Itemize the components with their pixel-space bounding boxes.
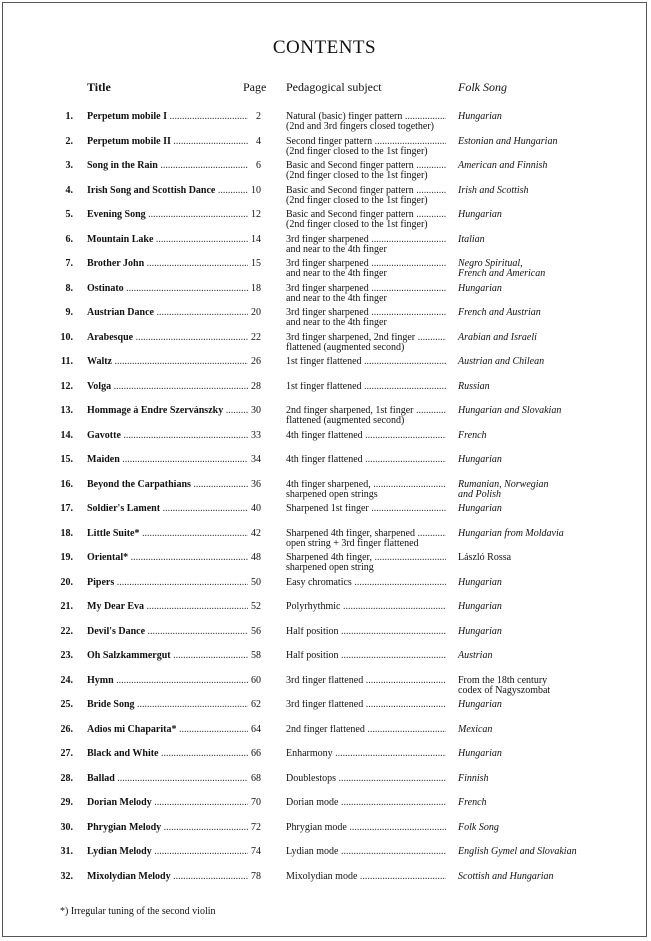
entry-subject-line-2: (2nd finger closed to the 1st finger)	[286, 170, 428, 181]
entry-title: Volga .....	[87, 382, 248, 392]
entry-page: 6	[256, 160, 261, 171]
entry-subject-line-1: 3rd finger sharpened .....	[286, 259, 446, 269]
page-title: CONTENTS	[272, 37, 377, 58]
entry-title: Brother John .....	[87, 259, 248, 269]
entry-page: 52	[251, 601, 261, 612]
entry-title: Arabesque .....	[87, 333, 248, 343]
entry-subject	[286, 210, 449, 230]
contents-row	[3, 847, 646, 872]
entry-subject-line-1: 2nd finger sharpened, 1st finger .....	[286, 406, 446, 416]
entry-subject-line-1: Sharpened 4th finger, sharpened .....	[286, 529, 446, 539]
entry-subject-line-1: Doublestops .....	[286, 774, 446, 784]
entry-folk-song	[458, 651, 608, 661]
contents-row	[3, 676, 646, 701]
entry-number: 19.	[60, 552, 73, 563]
entry-title: Adios mi Chaparita* .....	[87, 725, 248, 735]
entry-subject	[286, 553, 449, 573]
entry-title: Evening Song .....	[87, 210, 248, 220]
entry-subject	[286, 798, 449, 808]
contents-row	[3, 651, 646, 676]
entry-subject	[286, 627, 449, 637]
entry-number: 14.	[60, 429, 73, 441]
entry-title: Lydian Melody .....	[87, 847, 248, 857]
entry-folk-line-1: Hungarian	[458, 503, 502, 514]
entry-folk-line-2: codex of Nagyszombat	[458, 684, 551, 696]
entry-folk-song	[458, 137, 608, 147]
entry-subject-line-1: Mixolydian mode .....	[286, 872, 446, 882]
entry-subject-line-2: and near to the 4th finger	[286, 292, 387, 304]
contents-row	[3, 235, 646, 260]
entry-subject-line-2: flattened (augmented second)	[286, 341, 405, 353]
entry-subject-line-1: 3rd finger sharpened, 2nd finger .....	[286, 333, 446, 343]
entry-title: Ballad .....	[87, 774, 248, 784]
entry-number: 16.	[60, 478, 73, 490]
entry-folk-line-1: American and Finnish	[458, 160, 548, 171]
entry-page: 60	[251, 674, 261, 686]
entry-title: Soldier's Lament .....	[87, 504, 248, 514]
entry-folk-song	[458, 504, 608, 514]
entry-subject-line-1: Sharpened 4th finger, .....	[286, 553, 446, 563]
entry-number: 18.	[60, 527, 73, 539]
entry-title: Perpetum mobile II .....	[87, 137, 248, 147]
entry-page: 26	[251, 356, 261, 367]
entry-page: 50	[251, 576, 261, 588]
entry-number: 7.	[65, 258, 73, 269]
entry-page: 40	[251, 503, 261, 514]
entry-page: 34	[251, 454, 261, 465]
entry-subject-line-1: 3rd finger sharpened .....	[286, 284, 446, 294]
contents-row	[3, 284, 646, 309]
entry-title: Devil's Dance .....	[87, 627, 248, 637]
contents-row	[3, 137, 646, 162]
entry-number: 1.	[65, 111, 73, 122]
entry-subject-line-1: Basic and Second finger pattern .....	[286, 186, 446, 196]
entry-subject-line-1: Sharpened 1st finger .....	[286, 504, 446, 514]
entry-page: 68	[251, 772, 261, 784]
entry-subject	[286, 431, 449, 441]
entry-subject-line-2: (2nd finger closed to the 1st finger)	[286, 145, 428, 157]
contents-row	[3, 112, 646, 137]
entry-folk-song	[458, 578, 608, 588]
entry-number: 13.	[60, 405, 73, 416]
contents-row	[3, 749, 646, 774]
entry-subject	[286, 112, 449, 132]
entry-page: 70	[251, 797, 261, 808]
entry-number: 28.	[60, 772, 73, 784]
entry-subject-line-1: 4th finger flattened .....	[286, 431, 446, 441]
entry-folk-song	[458, 553, 608, 563]
entry-folk-line-1: Rumanian, Norwegian	[458, 478, 549, 490]
entry-number: 21.	[60, 601, 73, 612]
entry-page: 10	[251, 184, 261, 196]
entry-number: 29.	[60, 797, 73, 808]
entry-subject-line-2: and near to the 4th finger	[286, 268, 387, 279]
entry-page: 4	[256, 135, 261, 147]
entry-number: 12.	[60, 380, 73, 392]
entry-folk-song	[458, 700, 608, 710]
entry-subject-line-2: flattened (augmented second)	[286, 415, 405, 426]
contents-row	[3, 504, 646, 529]
entry-folk-song	[458, 872, 608, 882]
entry-page: 15	[251, 258, 261, 269]
entry-number: 25.	[60, 699, 73, 710]
entry-subject	[286, 259, 449, 279]
entry-subject	[286, 480, 449, 500]
entry-folk-line-1: French and Austrian	[458, 307, 541, 318]
entry-subject	[286, 578, 449, 588]
entry-folk-line-1: Hungarian	[458, 748, 502, 759]
entry-folk-song	[458, 749, 608, 759]
entry-page: 74	[251, 846, 261, 857]
entry-number: 9.	[65, 307, 73, 318]
entry-number: 4.	[65, 184, 73, 196]
entry-subject-line-1: Basic and Second finger pattern .....	[286, 210, 446, 220]
entry-subject	[286, 308, 449, 328]
entry-folk-song	[458, 210, 608, 220]
contents-row	[3, 186, 646, 211]
entry-folk-line-1: Hungarian	[458, 209, 502, 220]
entry-subject	[286, 333, 449, 353]
entry-number: 24.	[60, 674, 73, 686]
entry-title: Dorian Melody .....	[87, 798, 248, 808]
entry-title: Irish Song and Scottish Dance .....	[87, 186, 248, 196]
entry-number: 15.	[60, 454, 73, 465]
entry-number: 31.	[60, 846, 73, 857]
contents-row	[3, 357, 646, 382]
entry-subject	[286, 847, 449, 857]
entry-folk-line-1: Russian	[458, 380, 490, 392]
entry-title: Phrygian Melody .....	[87, 823, 248, 833]
contents-row	[3, 210, 646, 235]
entry-folk-line-1: Hungarian	[458, 625, 502, 637]
entry-title: Waltz .....	[87, 357, 248, 367]
entry-number: 6.	[65, 233, 73, 245]
entry-page: 28	[251, 380, 261, 392]
entry-title: Perpetum mobile I .....	[87, 112, 248, 122]
entry-subject	[286, 406, 449, 426]
entry-number: 30.	[60, 821, 73, 833]
entry-title: Gavotte .....	[87, 431, 248, 441]
entry-folk-line-1: Estonian and Hungarian	[458, 135, 558, 147]
entry-page: 66	[251, 748, 261, 759]
contents-row	[3, 602, 646, 627]
entry-subject	[286, 504, 449, 514]
entry-subject	[286, 872, 449, 882]
entry-number: 11.	[61, 356, 73, 367]
entry-folk-line-1: Austrian	[458, 650, 493, 661]
entry-number: 3.	[65, 160, 73, 171]
entry-number: 27.	[60, 748, 73, 759]
entry-subject	[286, 823, 449, 833]
entry-title: Black and White .....	[87, 749, 248, 759]
contents-row	[3, 406, 646, 431]
entry-subject-line-1: Phrygian mode .....	[286, 823, 446, 833]
entry-folk-line-1: Scottish and Hungarian	[458, 870, 554, 882]
entry-folk-song	[458, 357, 608, 367]
contents-row	[3, 553, 646, 578]
entry-page: 62	[251, 699, 261, 710]
entry-folk-song	[458, 382, 608, 392]
entry-folk-song	[458, 259, 608, 279]
entry-subject-line-1: 3rd finger flattened .....	[286, 676, 446, 686]
entry-number: 26.	[60, 723, 73, 735]
entry-subject	[286, 602, 449, 612]
footnote: *) Irregular tuning of the second violin	[60, 906, 216, 917]
entry-folk-song	[458, 186, 608, 196]
entry-subject	[286, 382, 449, 392]
entry-folk-line-1: Finnish	[458, 772, 489, 784]
entry-subject-line-1: Second finger pattern .....	[286, 137, 446, 147]
entry-folk-line-1: Arabian and Israeli	[458, 331, 537, 343]
entry-folk-line-1: Hungarian and Slovakian	[458, 405, 562, 416]
entry-folk-song	[458, 308, 608, 318]
entry-page: 42	[251, 527, 261, 539]
entry-title: Maiden .....	[87, 455, 248, 465]
contents-row	[3, 480, 646, 505]
entry-folk-song	[458, 112, 608, 122]
entry-folk-song	[458, 235, 608, 245]
contents-row	[3, 700, 646, 725]
contents-row	[3, 627, 646, 652]
entry-folk-song	[458, 480, 608, 500]
contents-row	[3, 161, 646, 186]
entry-page: 36	[251, 478, 261, 490]
entry-subject-line-2: sharpened open strings	[286, 488, 378, 500]
entry-subject-line-1: Half position .....	[286, 627, 446, 637]
contents-row	[3, 823, 646, 848]
entry-number: 20.	[60, 576, 73, 588]
contents-row	[3, 308, 646, 333]
entry-subject-line-1: 4th finger flattened .....	[286, 455, 446, 465]
entry-title: Oh Salzkammergut .....	[87, 651, 248, 661]
entry-folk-line-2: and Polish	[458, 488, 502, 500]
entry-folk-song	[458, 602, 608, 612]
entry-title: Mixolydian Melody .....	[87, 872, 248, 882]
entry-title: Ostinato .....	[87, 284, 248, 294]
entry-folk-song	[458, 798, 608, 808]
entry-number: 8.	[65, 282, 73, 294]
entry-folk-line-1: Hungarian	[458, 601, 502, 612]
entry-subject	[286, 455, 449, 465]
header-title: Title	[87, 80, 111, 94]
contents-row	[3, 872, 646, 897]
entry-subject-line-1: 2nd finger flattened .....	[286, 725, 446, 735]
entry-title: Mountain Lake .....	[87, 235, 248, 245]
entry-page: 78	[251, 870, 261, 882]
header-folk-song: Folk Song	[458, 80, 507, 94]
entry-number: 10.	[60, 331, 73, 343]
entry-folk-song	[458, 676, 608, 696]
entry-page: 14	[251, 233, 261, 245]
entry-folk-line-1: Hungarian	[458, 282, 502, 294]
entry-title: Hymn .....	[87, 676, 248, 686]
entry-title: Oriental* .....	[87, 553, 248, 563]
entry-subject-line-2: (2nd and 3rd fingers closed together)	[286, 121, 435, 132]
entry-folk-line-1: László Rossa	[458, 552, 512, 563]
entry-folk-line-1: English Gymel and Slovakian	[458, 846, 577, 857]
entry-folk-line-1: Hungarian	[458, 576, 502, 588]
entry-title: My Dear Eva .....	[87, 602, 248, 612]
entry-title: Bride Song .....	[87, 700, 248, 710]
entry-number: 17.	[60, 503, 73, 514]
entry-subject	[286, 284, 449, 304]
entry-folk-song	[458, 823, 608, 833]
entry-number: 23.	[60, 650, 73, 661]
entry-folk-song	[458, 627, 608, 637]
header-pedagogical-subject: Pedagogical subject	[286, 80, 382, 94]
entry-subject-line-2: (2nd finger closed to the 1st finger)	[286, 219, 428, 230]
entry-title: Song in the Rain .....	[87, 161, 248, 171]
entry-folk-song	[458, 529, 608, 539]
entry-subject-line-1: Basic and Second finger pattern .....	[286, 161, 446, 171]
entry-folk-line-1: Folk Song	[458, 821, 499, 833]
contents-row	[3, 529, 646, 554]
entry-page: 56	[251, 625, 261, 637]
entry-folk-song	[458, 455, 608, 465]
entry-page: 18	[251, 282, 261, 294]
contents-row	[3, 725, 646, 750]
entry-page: 33	[251, 429, 261, 441]
entry-subject	[286, 529, 449, 549]
entry-folk-line-1: Italian	[458, 233, 485, 245]
entry-number: 22.	[60, 625, 73, 637]
entry-subject	[286, 651, 449, 661]
entry-subject-line-2: (2nd finger closed to the 1st finger)	[286, 194, 428, 206]
entry-folk-line-1: From the 18th century	[458, 674, 548, 686]
entry-subject-line-1: 4th finger sharpened, .....	[286, 480, 446, 490]
entry-folk-line-1: Irish and Scottish	[458, 184, 529, 196]
entry-title: Hommage à Endre Szervánszky .....	[87, 406, 248, 416]
header-page: Page	[243, 80, 267, 94]
contents-row	[3, 431, 646, 456]
entry-subject-line-1: Lydian mode .....	[286, 847, 446, 857]
entry-title: Little Suite* .....	[87, 529, 248, 539]
entry-subject-line-2: open string + 3rd finger flattened	[286, 537, 419, 549]
entry-folk-song	[458, 725, 608, 735]
document-page	[2, 2, 647, 937]
entry-title: Beyond the Carpathians .....	[87, 480, 248, 490]
entry-subject	[286, 749, 449, 759]
entry-folk-song	[458, 333, 608, 343]
entry-page: 48	[251, 552, 261, 563]
contents-row	[3, 382, 646, 407]
entry-subject-line-1: 1st finger flattened .....	[286, 357, 446, 367]
contents-row	[3, 259, 646, 284]
entry-subject	[286, 676, 449, 686]
entry-number: 32.	[60, 870, 73, 882]
contents-row	[3, 333, 646, 358]
contents-row	[3, 798, 646, 823]
entry-folk-song	[458, 431, 608, 441]
entry-folk-line-1: Hungarian	[458, 111, 502, 122]
entry-subject-line-1: 3rd finger flattened .....	[286, 700, 446, 710]
contents-row	[3, 578, 646, 603]
entry-page: 2	[256, 111, 261, 122]
entry-subject	[286, 137, 449, 157]
entry-subject-line-1: Easy chromatics .....	[286, 578, 446, 588]
entry-subject-line-1: Natural (basic) finger pattern .....	[286, 112, 446, 122]
entry-page: 12	[251, 209, 261, 220]
entry-folk-song	[458, 847, 608, 857]
entry-subject	[286, 161, 449, 181]
entry-subject-line-1: Polyrhythmic .....	[286, 602, 446, 612]
entry-folk-song	[458, 161, 608, 171]
contents-row	[3, 774, 646, 799]
entry-subject-line-1: Dorian mode .....	[286, 798, 446, 808]
entry-folk-line-1: French	[458, 429, 487, 441]
entry-page: 72	[251, 821, 261, 833]
entry-folk-line-1: Hungarian	[458, 699, 502, 710]
entry-subject	[286, 186, 449, 206]
entry-subject	[286, 235, 449, 255]
entry-number: 2.	[65, 135, 73, 147]
entry-folk-line-1: Negro Spiritual,	[458, 258, 523, 269]
entry-page: 64	[251, 723, 261, 735]
entry-subject	[286, 774, 449, 784]
entry-subject-line-2: and near to the 4th finger	[286, 317, 387, 328]
entry-folk-line-1: Hungarian	[458, 454, 502, 465]
entry-subject	[286, 725, 449, 735]
entry-page: 22	[251, 331, 261, 343]
entry-number: 5.	[65, 209, 73, 220]
entry-page: 20	[251, 307, 261, 318]
entry-folk-song	[458, 406, 608, 416]
contents-row	[3, 455, 646, 480]
entry-folk-line-1: Mexican	[458, 723, 493, 735]
entry-subject-line-2: and near to the 4th finger	[286, 243, 387, 255]
contents-list	[3, 112, 646, 896]
entry-folk-line-2: French and American	[458, 268, 546, 279]
entry-subject-line-1: Enharmony .....	[286, 749, 446, 759]
entry-page: 30	[251, 405, 261, 416]
entry-subject	[286, 357, 449, 367]
entry-subject	[286, 700, 449, 710]
entry-subject-line-2: sharpened open string	[286, 562, 374, 573]
entry-subject-line-1: 3rd finger sharpened .....	[286, 308, 446, 318]
entry-folk-line-1: Hungarian from Moldavia	[458, 527, 564, 539]
entry-folk-line-1: Austrian and Chilean	[458, 356, 545, 367]
entry-folk-song	[458, 774, 608, 784]
entry-folk-line-1: French	[458, 797, 487, 808]
entry-subject-line-1: Half position .....	[286, 651, 446, 661]
entry-subject-line-1: 1st finger flattened .....	[286, 382, 446, 392]
entry-title: Pipers .....	[87, 578, 248, 588]
entry-folk-song	[458, 284, 608, 294]
entry-subject-line-1: 3rd finger sharpened .....	[286, 235, 446, 245]
entry-page: 58	[251, 650, 261, 661]
entry-title: Austrian Dance .....	[87, 308, 248, 318]
